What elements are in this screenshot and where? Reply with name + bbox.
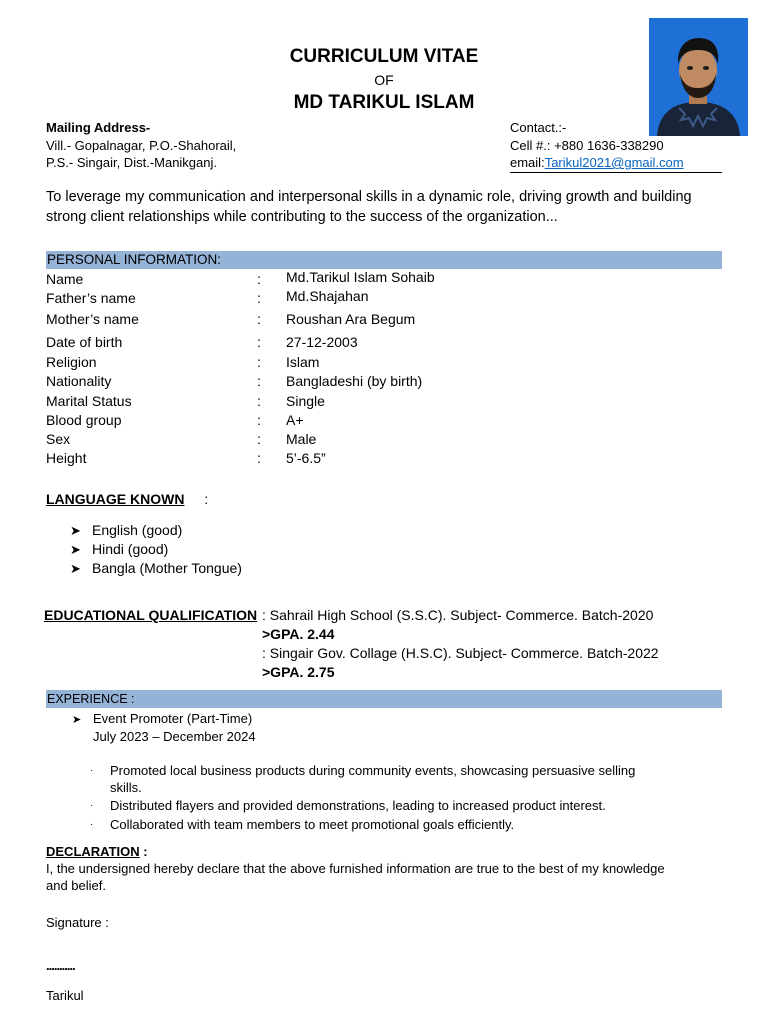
declaration-heading-row: [46, 843, 148, 860]
info-colon: :: [257, 311, 261, 327]
info-label: Blood group: [46, 412, 122, 428]
language-item: Hindi (good): [92, 541, 169, 557]
info-colon: :: [257, 393, 261, 409]
contact-divider: [510, 172, 722, 173]
education-ssc: : Sahrail High School (S.S.C). Subject- Commerce. Batch-2020: [262, 607, 654, 623]
experience-bullet: Promoted local business products during community events, showcasing persuasive selling skills.: [110, 763, 636, 795]
education-heading: EDUCATIONAL QUALIFICATION: [44, 607, 258, 623]
email-link[interactable]: Tarikul2021@gmail.com: [544, 155, 684, 170]
arrow-bullet-icon: ➤: [72, 714, 82, 726]
experience-bullet: Distributed flayers and provided demonstrations, leading to increased product interest.: [110, 798, 606, 813]
info-colon: :: [257, 431, 261, 447]
cv-title: CURRICULUM VITAE: [289, 46, 479, 67]
info-label: Marital Status: [46, 393, 132, 409]
info-value: Islam: [286, 354, 320, 370]
language-colon: :: [204, 491, 209, 507]
email-label: email:: [510, 155, 545, 170]
mailing-address-line2: P.S.- Singair, Dist.-Manikganj.: [46, 155, 217, 170]
language-heading-row: [46, 491, 208, 507]
dot-bullet-icon: ·: [90, 765, 94, 776]
list-item: [70, 541, 168, 560]
info-colon: :: [257, 354, 261, 370]
cv-title-of: OF: [374, 72, 394, 88]
contact-label: Contact.:-: [510, 120, 567, 135]
info-colon: :: [257, 412, 261, 428]
signature-label: Signature :: [46, 915, 109, 930]
info-label: Height: [46, 450, 87, 466]
cv-name: MD TARIKUL ISLAM: [293, 92, 475, 113]
contact-email-row: [510, 154, 684, 171]
mailing-address-label: Mailing Address-: [46, 120, 151, 135]
info-value: Male: [286, 431, 317, 447]
declaration-colon: :: [139, 844, 148, 859]
arrow-bullet-icon: ➤: [70, 542, 81, 557]
dot-bullet-icon: ·: [90, 819, 94, 830]
career-objective: To leverage my communication and interpersonal skills in a dynamic role, driving growth and building strong client relationships while contributing to the success of the organization...: [46, 189, 692, 225]
info-value: 5’-6.5”: [286, 450, 326, 466]
experience-role: Event Promoter (Part-Time): [93, 711, 253, 726]
info-colon: :: [257, 373, 261, 389]
personal-info-heading: PERSONAL INFORMATION:: [47, 252, 222, 267]
list-item: [70, 522, 182, 541]
info-value: 27-12-2003: [286, 334, 358, 350]
profile-photo: [649, 18, 748, 136]
info-colon: :: [257, 334, 261, 350]
list-item: [70, 560, 242, 579]
experience-period: July 2023 – December 2024: [93, 729, 256, 744]
info-label: Mother’s name: [46, 311, 139, 327]
language-item: English (good): [92, 522, 183, 538]
language-heading: LANGUAGE KNOWN: [46, 491, 185, 507]
info-value: Roushan Ara Begum: [286, 311, 416, 327]
mailing-address-line1: Vill.- Gopalnagar, P.O.-Shahorail,: [46, 138, 237, 153]
info-colon: :: [257, 450, 261, 466]
signature-name: Tarikul: [46, 988, 84, 1003]
dot-bullet-icon: ·: [90, 800, 94, 811]
info-value: Bangladeshi (by birth): [286, 373, 423, 389]
info-value: Md.Tarikul Islam Sohaib: [286, 269, 435, 285]
declaration-heading: DECLARATION: [46, 844, 140, 859]
info-label: Date of birth: [46, 334, 123, 350]
experience-bullet: Collaborated with team members to meet promotional goals efficiently.: [110, 817, 515, 832]
info-label: Name: [46, 271, 84, 287]
info-label: Sex: [46, 431, 71, 447]
info-label: Nationality: [46, 373, 112, 389]
info-colon: :: [257, 271, 261, 287]
education-hsc: : Singair Gov. Collage (H.S.C). Subject- Commerce. Batch-2022: [262, 645, 659, 661]
arrow-bullet-icon: ➤: [70, 523, 81, 538]
declaration-text: I, the undersigned hereby declare that the above furnished information are true to the best of my knowledge and belief.: [46, 861, 665, 893]
experience-role-row: [72, 710, 252, 729]
info-label: Father’s name: [46, 290, 136, 306]
education-ssc-gpa: >GPA. 2.44: [262, 626, 335, 642]
info-colon: :: [257, 290, 261, 306]
language-item: Bangla (Mother Tongue): [92, 560, 242, 576]
education-hsc-gpa: >GPA. 2.75: [262, 664, 335, 680]
info-label: Religion: [46, 354, 97, 370]
info-value: Single: [286, 393, 325, 409]
person-portrait-icon: [649, 18, 748, 136]
info-value: A+: [286, 412, 304, 428]
info-value: Md.Shajahan: [286, 288, 369, 304]
personal-info-band: [46, 251, 722, 269]
contact-cell: Cell #.: +880 1636-338290: [510, 138, 664, 153]
signature-dots: ...........: [46, 958, 75, 973]
experience-heading: EXPERIENCE :: [47, 692, 135, 706]
arrow-bullet-icon: ➤: [70, 561, 81, 576]
experience-band: [46, 690, 722, 708]
